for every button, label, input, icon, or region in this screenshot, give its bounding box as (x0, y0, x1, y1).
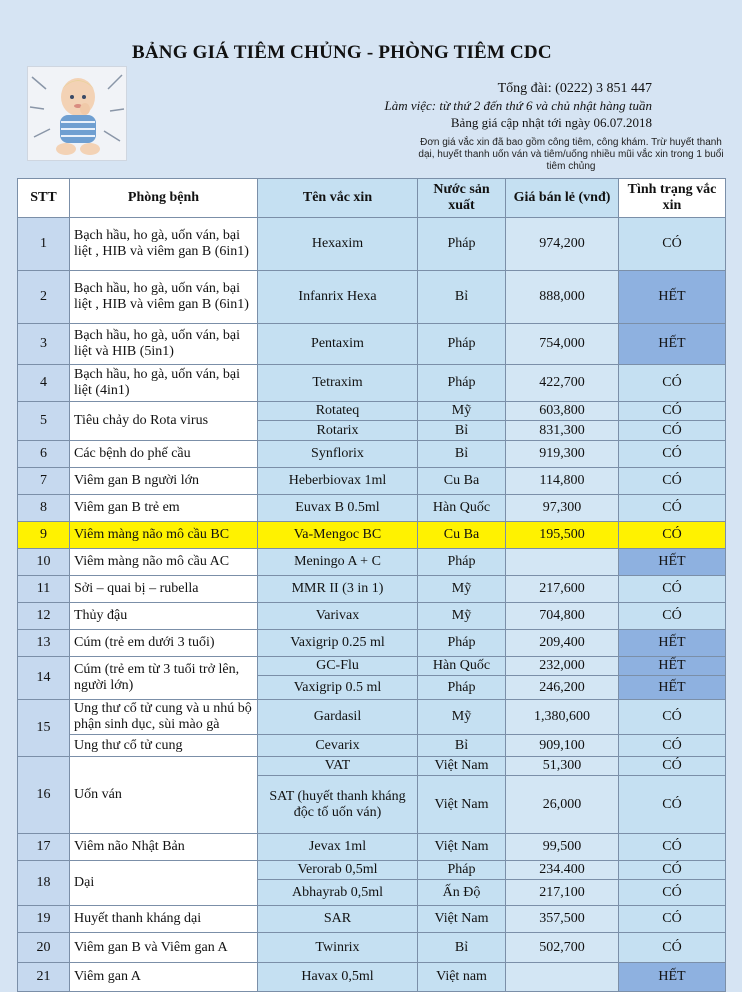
disease-cell: Viêm gan A (70, 963, 258, 992)
status-cell: CÓ (619, 700, 726, 735)
status-cell: CÓ (619, 906, 726, 933)
country-cell: Việt Nam (418, 776, 506, 834)
table-row (18, 218, 726, 271)
vaccine-name-cell: Synflorix (258, 441, 418, 468)
country-cell: Pháp (418, 676, 506, 700)
status-cell: CÓ (619, 757, 726, 776)
vaccine-name-cell: Infanrix Hexa (258, 271, 418, 324)
vaccine-name-cell: Rotarix (258, 421, 418, 441)
col-header-status: Tình trạng vắc xin (619, 179, 726, 218)
price-cell: 97,300 (506, 495, 619, 522)
stt-cell: 7 (18, 468, 70, 495)
country-cell: Việt Nam (418, 834, 506, 861)
table-row (18, 834, 726, 861)
disease-cell: Viêm màng não mô cầu BC (70, 522, 258, 549)
country-cell: Cu Ba (418, 468, 506, 495)
disease-cell: Viêm gan B trẻ em (70, 495, 258, 522)
status-cell: HẾT (619, 324, 726, 365)
disease-cell: Ung thư cổ tử cung (70, 735, 258, 757)
country-cell: Bỉ (418, 421, 506, 441)
status-cell: CÓ (619, 603, 726, 630)
working-hours-text: Làm việc: từ thứ 2 đến thứ 6 và chủ nhật hàng tuần (384, 98, 652, 113)
status-cell: CÓ (619, 421, 726, 441)
table-row (18, 468, 726, 495)
status-cell: CÓ (619, 522, 726, 549)
price-cell: 114,800 (506, 468, 619, 495)
stt-cell: 10 (18, 549, 70, 576)
vaccine-name-cell: Verorab 0,5ml (258, 861, 418, 880)
vaccine-name-cell: Vaxigrip 0.5 ml (258, 676, 418, 700)
price-cell: 357,500 (506, 906, 619, 933)
price-cell: 217,100 (506, 880, 619, 906)
vaccine-name-cell: Twinrix (258, 933, 418, 963)
price-cell (506, 963, 619, 992)
disease-cell: Cúm (trẻ em dưới 3 tuổi) (70, 630, 258, 657)
status-cell: CÓ (619, 402, 726, 421)
country-cell: Việt Nam (418, 757, 506, 776)
stt-cell: 9 (18, 522, 70, 549)
vaccine-name-cell: Pentaxim (258, 324, 418, 365)
table-row (18, 576, 726, 603)
status-cell: CÓ (619, 218, 726, 271)
disease-cell: Dại (70, 861, 258, 906)
price-cell: 51,300 (506, 757, 619, 776)
price-cell: 209,400 (506, 630, 619, 657)
price-cell (506, 549, 619, 576)
table-row (18, 861, 726, 880)
vaccine-name-cell: Vaxigrip 0.25 ml (258, 630, 418, 657)
vaccine-name-cell: GC-Flu (258, 657, 418, 676)
disease-cell: Thủy đậu (70, 603, 258, 630)
table-body (18, 218, 726, 992)
status-cell: HẾT (619, 630, 726, 657)
price-cell: 26,000 (506, 776, 619, 834)
price-cell: 888,000 (506, 271, 619, 324)
country-cell: Mỹ (418, 603, 506, 630)
price-cell: 603,800 (506, 402, 619, 421)
vaccine-name-cell: Heberbiovax 1ml (258, 468, 418, 495)
country-cell: Hàn Quốc (418, 495, 506, 522)
status-cell: CÓ (619, 365, 726, 402)
stt-cell: 6 (18, 441, 70, 468)
table-row (18, 963, 726, 992)
country-cell: Ấn Độ (418, 880, 506, 906)
disease-cell: Bạch hầu, ho gà, uốn ván, bại liệt , HIB và viêm gan B (6in1) (70, 218, 258, 271)
vaccine-name-cell: Abhayrab 0,5ml (258, 880, 418, 906)
price-cell: 974,200 (506, 218, 619, 271)
price-cell: 919,300 (506, 441, 619, 468)
stt-cell: 16 (18, 757, 70, 834)
country-cell: Pháp (418, 549, 506, 576)
vaccine-name-cell: Jevax 1ml (258, 834, 418, 861)
stt-cell: 2 (18, 271, 70, 324)
status-cell: CÓ (619, 933, 726, 963)
vaccine-name-cell: Varivax (258, 603, 418, 630)
country-cell: Việt Nam (418, 906, 506, 933)
price-cell: 909,100 (506, 735, 619, 757)
update-date-text: Bảng giá cập nhật tới ngày 06.07.2018 (450, 115, 652, 130)
disease-cell: Viêm gan B người lớn (70, 468, 258, 495)
stt-cell: 13 (18, 630, 70, 657)
disease-cell: Viêm màng não mô cầu AC (70, 549, 258, 576)
stt-cell: 19 (18, 906, 70, 933)
table-row (18, 549, 726, 576)
country-cell: Pháp (418, 218, 506, 271)
disease-cell: Viêm não Nhật Bản (70, 834, 258, 861)
country-cell: Pháp (418, 630, 506, 657)
table-row (18, 735, 726, 757)
country-cell: Mỹ (418, 700, 506, 735)
price-cell: 217,600 (506, 576, 619, 603)
col-header-price: Giá bán lẻ (vnđ) (506, 179, 619, 218)
disease-cell: Viêm gan B và Viêm gan A (70, 933, 258, 963)
stt-cell: 21 (18, 963, 70, 992)
stt-cell: 3 (18, 324, 70, 365)
disease-cell: Sởi – quai bị – rubella (70, 576, 258, 603)
status-cell: HẾT (619, 657, 726, 676)
table-row (18, 933, 726, 963)
baby-photo (27, 66, 127, 161)
status-cell: CÓ (619, 776, 726, 834)
table-row (18, 757, 726, 776)
stt-cell: 17 (18, 834, 70, 861)
disease-cell: Ung thư cổ tử cung và u nhú bộ phận sinh dục, sùi mào gà (70, 700, 258, 735)
table-row (18, 365, 726, 402)
hotline-text: Tổng đài: (0222) 3 851 447 (497, 81, 652, 96)
stt-cell: 8 (18, 495, 70, 522)
vaccine-name-cell: MMR II (3 in 1) (258, 576, 418, 603)
vaccine-name-cell: Hexaxim (258, 218, 418, 271)
status-cell: HẾT (619, 549, 726, 576)
stt-cell: 12 (18, 603, 70, 630)
table-row (18, 522, 726, 549)
price-cell: 831,300 (506, 421, 619, 441)
price-cell: 99,500 (506, 834, 619, 861)
page-title: BẢNG GIÁ TIÊM CHỦNG - PHÒNG TIÊM CDC (132, 42, 552, 63)
baby-illustration (28, 67, 126, 160)
disease-cell: Các bệnh do phế cầu (70, 441, 258, 468)
col-header-vaccine: Tên vắc xin (258, 179, 418, 218)
status-cell: CÓ (619, 441, 726, 468)
price-cell: 502,700 (506, 933, 619, 963)
country-cell: Cu Ba (418, 522, 506, 549)
vaccine-name-cell: Gardasil (258, 700, 418, 735)
disease-cell: Bạch hầu, ho gà, uốn ván, bại liệt và HIB (5in1) (70, 324, 258, 365)
stt-cell: 1 (18, 218, 70, 271)
vaccine-name-cell: Rotateq (258, 402, 418, 421)
status-cell: CÓ (619, 735, 726, 757)
table-row (18, 657, 726, 676)
price-cell: 422,700 (506, 365, 619, 402)
vaccine-name-cell: SAT (huyết thanh kháng độc tố uốn ván) (258, 776, 418, 834)
status-cell: HẾT (619, 963, 726, 992)
country-cell: Bỉ (418, 735, 506, 757)
table-row (18, 700, 726, 735)
price-cell: 754,000 (506, 324, 619, 365)
table-row (18, 603, 726, 630)
table-row (18, 630, 726, 657)
vaccine-name-cell: Tetraxim (258, 365, 418, 402)
status-cell: CÓ (619, 495, 726, 522)
disease-cell: Cúm (trẻ em từ 3 tuổi trở lên, người lớn) (70, 657, 258, 700)
disease-cell: Uốn ván (70, 757, 258, 834)
table-row (18, 271, 726, 324)
table-row (18, 495, 726, 522)
disease-cell: Bạch hầu, ho gà, uốn ván, bại liệt (4in1) (70, 365, 258, 402)
price-cell: 704,800 (506, 603, 619, 630)
status-cell: HẾT (619, 676, 726, 700)
vaccine-name-cell: Va-Mengoc BC (258, 522, 418, 549)
status-cell: CÓ (619, 880, 726, 906)
stt-cell: 11 (18, 576, 70, 603)
vaccine-name-cell: Havax 0,5ml (258, 963, 418, 992)
country-cell: Bỉ (418, 441, 506, 468)
col-header-country: Nước sản xuất (418, 179, 506, 218)
table-row (18, 324, 726, 365)
country-cell: Mỹ (418, 402, 506, 421)
status-cell: HẾT (619, 271, 726, 324)
contact-info (384, 80, 652, 131)
table-row (18, 441, 726, 468)
table-row (18, 402, 726, 421)
stt-cell: 15 (18, 700, 70, 757)
price-cell: 195,500 (506, 522, 619, 549)
disease-cell: Huyết thanh kháng dại (70, 906, 258, 933)
disease-cell: Bạch hầu, ho gà, uốn ván, bại liệt , HIB và viêm gan B (6in1) (70, 271, 258, 324)
table-header-row (18, 179, 726, 218)
country-cell: Pháp (418, 324, 506, 365)
country-cell: Việt nam (418, 963, 506, 992)
vaccine-name-cell: Euvax B 0.5ml (258, 495, 418, 522)
status-cell: CÓ (619, 468, 726, 495)
price-cell: 232,000 (506, 657, 619, 676)
table-row (18, 906, 726, 933)
vaccine-name-cell: Meningo A + C (258, 549, 418, 576)
status-cell: CÓ (619, 834, 726, 861)
status-cell: CÓ (619, 576, 726, 603)
col-header-stt: STT (18, 179, 70, 218)
country-cell: Pháp (418, 365, 506, 402)
vaccine-price-table (17, 178, 726, 992)
stt-cell: 4 (18, 365, 70, 402)
price-note: Đơn giá vắc xin đã bao gồm công tiêm, công khám. Trừ huyết thanh dại, huyết thanh uốn ván và tiêm/uống nhiều mũi vắc xin trong 1 buổi tiêm chủng (418, 137, 724, 172)
stt-cell: 5 (18, 402, 70, 441)
disease-cell: Tiêu chảy do Rota virus (70, 402, 258, 441)
country-cell: Bỉ (418, 933, 506, 963)
status-cell: CÓ (619, 861, 726, 880)
country-cell: Bỉ (418, 271, 506, 324)
price-cell: 234.400 (506, 861, 619, 880)
country-cell: Hàn Quốc (418, 657, 506, 676)
vaccine-name-cell: Cevarix (258, 735, 418, 757)
stt-cell: 14 (18, 657, 70, 700)
price-cell: 1,380,600 (506, 700, 619, 735)
country-cell: Pháp (418, 861, 506, 880)
stt-cell: 20 (18, 933, 70, 963)
vaccine-name-cell: SAR (258, 906, 418, 933)
vaccine-name-cell: VAT (258, 757, 418, 776)
col-header-disease: Phòng bệnh (70, 179, 258, 218)
stt-cell: 18 (18, 861, 70, 906)
country-cell: Mỹ (418, 576, 506, 603)
price-cell: 246,200 (506, 676, 619, 700)
